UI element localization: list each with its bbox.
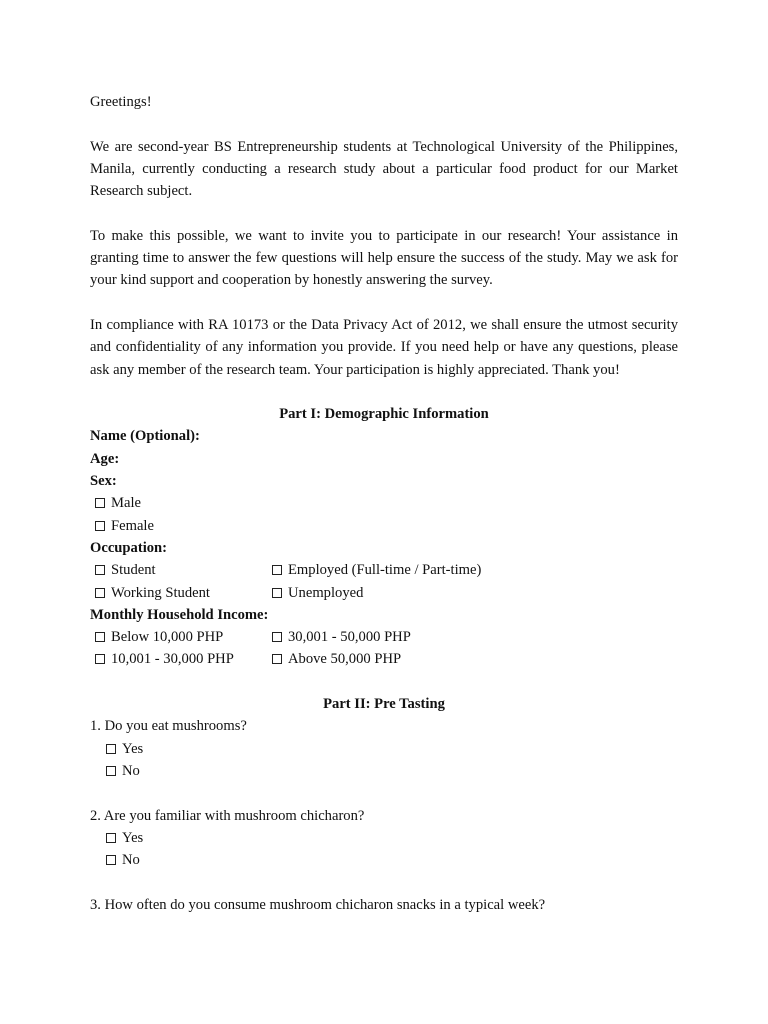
- option-label: Female: [111, 517, 154, 534]
- option-label: 30,001 - 50,000 PHP: [288, 629, 411, 646]
- checkbox-icon[interactable]: [106, 855, 116, 865]
- checkbox-icon[interactable]: [272, 632, 282, 642]
- occupation-label: Occupation:: [90, 539, 168, 556]
- checkbox-icon[interactable]: [106, 744, 116, 754]
- intro-paragraph: We are second-year BS Entrepreneurship students at Technological University of the Philippines, Manila, currently conducting a research study about a particular food product for our Market Research subject.: [90, 138, 678, 200]
- occupation-option-employed[interactable]: [272, 559, 481, 581]
- q1-option-no[interactable]: [90, 760, 678, 782]
- greeting: Greetings!: [90, 94, 152, 110]
- checkbox-icon[interactable]: [95, 632, 105, 642]
- checkbox-icon[interactable]: [95, 521, 105, 531]
- option-label: 10,001 - 30,000 PHP: [111, 651, 234, 668]
- sex-label: Sex:: [90, 473, 117, 490]
- privacy-paragraph: In compliance with RA 10173 or the Data Privacy Act of 2012, we shall ensure the utmost security and confidentiality of any information you provide. If you need help or have any questions, please ask any member of the research team. Your participation is highly appreciated. Thank you!: [90, 316, 678, 378]
- option-label: Working Student: [111, 584, 210, 601]
- occupation-option-unemployed[interactable]: [272, 582, 363, 604]
- income-option-above-50000[interactable]: [272, 648, 401, 670]
- occupation-row: [90, 582, 678, 604]
- invite-paragraph: To make this possible, we want to invite you to participate in our research! Your assistance in granting time to answer the few questions will help ensure the success of the study. May we ask for your kind support and cooperation by honestly answering the survey.: [90, 227, 678, 289]
- question-1: 1. Do you eat mushrooms?: [90, 718, 247, 735]
- age-label: Age:: [90, 450, 120, 467]
- q2-option-no[interactable]: [90, 849, 678, 871]
- name-label: Name (Optional):: [90, 428, 200, 445]
- option-label: Yes: [122, 829, 144, 846]
- option-label: Student: [111, 562, 156, 579]
- option-label: No: [122, 762, 140, 779]
- checkbox-icon[interactable]: [95, 498, 105, 508]
- checkbox-icon[interactable]: [272, 565, 282, 575]
- checkbox-icon[interactable]: [106, 766, 116, 776]
- option-label: Male: [111, 495, 141, 512]
- income-option-10001-30000[interactable]: [90, 648, 272, 670]
- option-label: No: [122, 852, 140, 869]
- checkbox-icon[interactable]: [95, 565, 105, 575]
- part2-title: Part II: Pre Tasting: [323, 696, 445, 713]
- checkbox-icon[interactable]: [95, 654, 105, 664]
- income-row: [90, 648, 678, 670]
- option-label: Below 10,000 PHP: [111, 629, 224, 646]
- q2-option-yes[interactable]: [90, 827, 678, 849]
- option-label: Employed (Full-time / Part-time): [288, 562, 482, 579]
- question-3: 3. How often do you consume mushroom chicharon snacks in a typical week?: [90, 896, 546, 913]
- checkbox-icon[interactable]: [272, 588, 282, 598]
- income-option-below-10000[interactable]: [90, 626, 272, 648]
- income-row: [90, 626, 678, 648]
- q1-option-yes[interactable]: [90, 738, 678, 760]
- option-label: Unemployed: [288, 584, 364, 601]
- part1-title: Part I: Demographic Information: [279, 406, 489, 423]
- checkbox-icon[interactable]: [95, 588, 105, 598]
- sex-option-male[interactable]: [90, 492, 678, 514]
- checkbox-icon[interactable]: [106, 833, 116, 843]
- option-label: Yes: [122, 740, 144, 757]
- option-label: Above 50,000 PHP: [288, 651, 402, 668]
- question-2: 2. Are you familiar with mushroom chicharon?: [90, 807, 365, 824]
- occupation-row: [90, 559, 678, 581]
- occupation-option-student[interactable]: [90, 559, 272, 581]
- income-label: Monthly Household Income:: [90, 606, 269, 623]
- checkbox-icon[interactable]: [272, 654, 282, 664]
- sex-option-female[interactable]: [90, 515, 678, 537]
- income-option-30001-50000[interactable]: [272, 626, 411, 648]
- occupation-option-working-student[interactable]: [90, 582, 272, 604]
- survey-page: [90, 91, 678, 916]
